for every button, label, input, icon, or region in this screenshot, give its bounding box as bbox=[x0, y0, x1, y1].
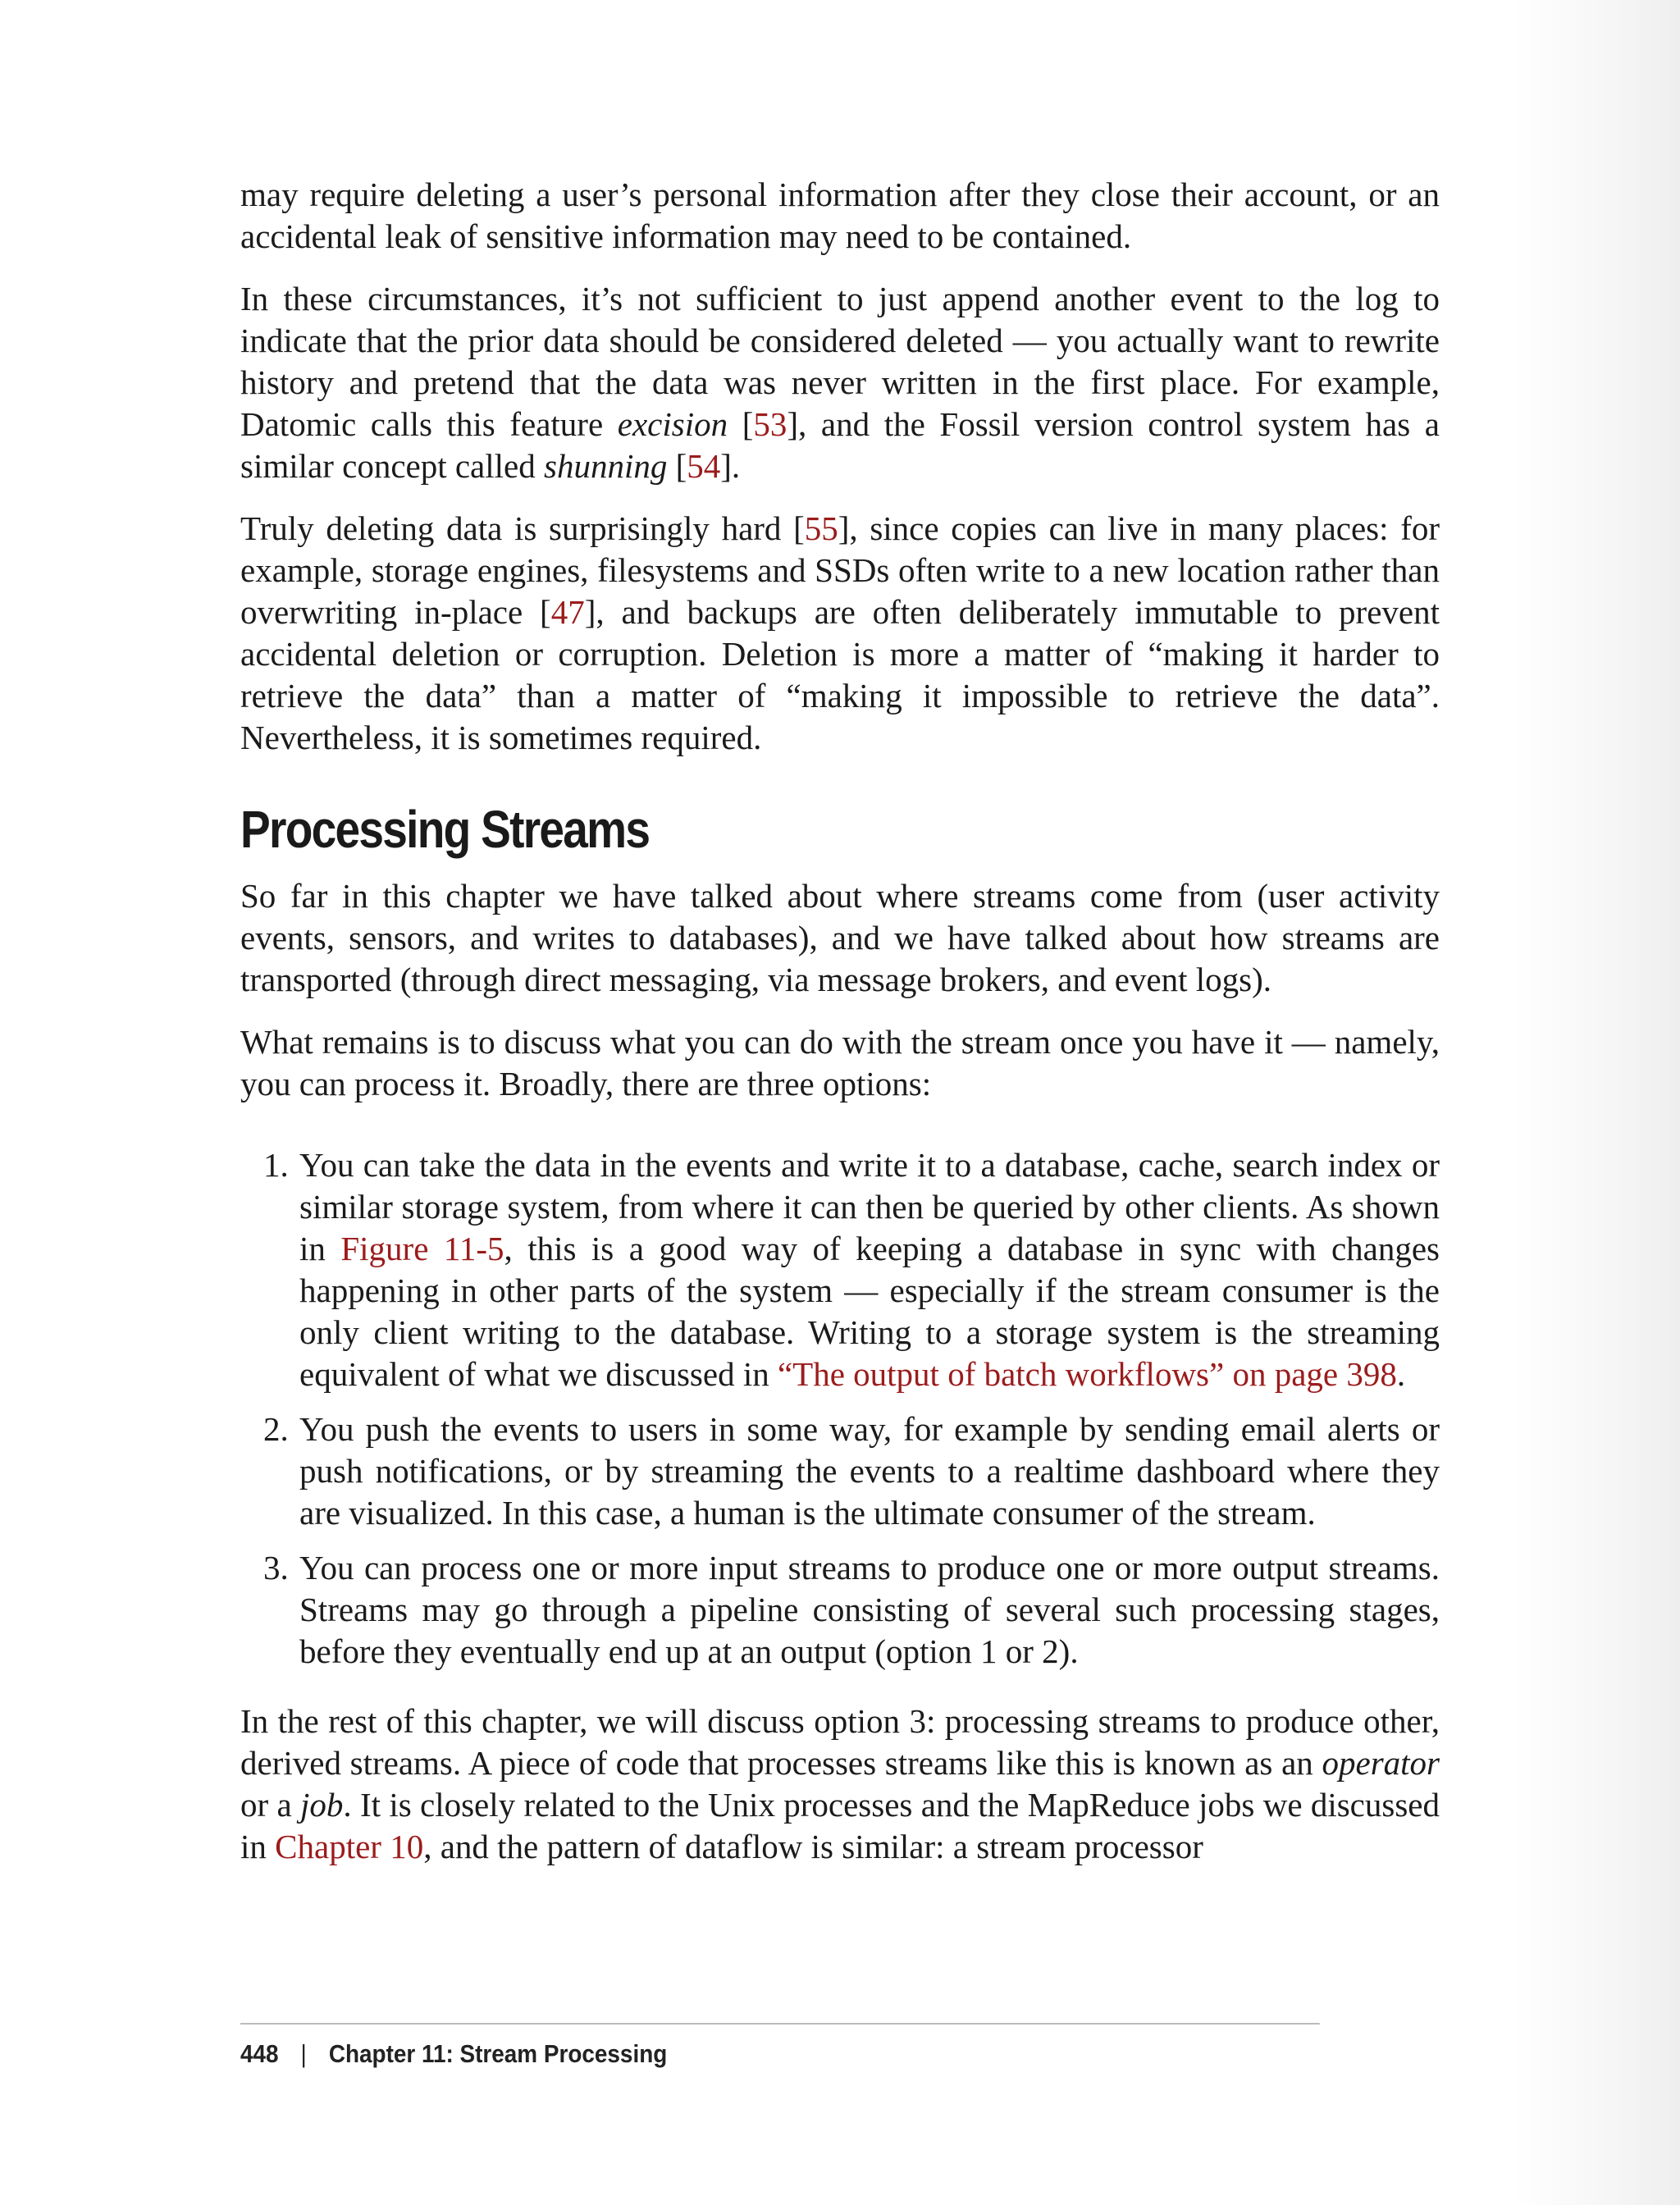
text: In the rest of this chapter, we will discuss option 3: processing streams to produce other, derived streams. A piece of code that processes streams like this is known as an bbox=[240, 1702, 1440, 1782]
list-item bbox=[240, 1408, 1440, 1534]
text: or a bbox=[240, 1786, 300, 1824]
term-excision: excision bbox=[617, 405, 728, 443]
figure-link[interactable]: Figure 11-5 bbox=[340, 1230, 504, 1267]
reference-link-47[interactable]: 47 bbox=[550, 593, 585, 631]
list-number: 3. bbox=[263, 1549, 289, 1586]
text: ], and backups are often deliberately immutable to prevent accidental deletion or corruption. Deletion is more a matter of “making it harder to retrieve the data” than a matter of “making it impossible to retrieve the data”. Nevertheless, it is sometimes required. bbox=[240, 593, 1440, 756]
text: You push the events to users in some way, for example by sending email alerts or push notifications, or by streaming the events to a realtime dashboard where they are visualized. In this case, a human is the ultimate consumer of the stream. bbox=[299, 1410, 1440, 1532]
reference-link-55[interactable]: 55 bbox=[804, 509, 838, 547]
term-job: job bbox=[300, 1786, 344, 1824]
text: , and the pattern of dataflow is similar: a stream processor bbox=[423, 1828, 1203, 1865]
paragraph-4: So far in this chapter we have talked about where streams come from (user activity events, sensors, and writes to databases), and we have talked about how streams are transported (through direct messaging, via message brokers, and event logs). bbox=[240, 877, 1440, 998]
section-crossref-link[interactable]: “The output of batch workflows” on page 398 bbox=[777, 1355, 1397, 1393]
paragraph-1: may require deleting a user’s personal information after they close their account, or an accidental leak of sensitive information may need to be contained. bbox=[240, 176, 1440, 255]
text: You can take the data in the events and write it to a database, cache, search index or similar storage system, from where it can then be queried by other clients. As shown in bbox=[299, 1146, 1440, 1267]
paragraph-6 bbox=[240, 1701, 1440, 1868]
text: Truly deleting data is surprisingly hard [ bbox=[240, 509, 805, 547]
text: [ bbox=[728, 405, 754, 443]
paragraph-3 bbox=[240, 508, 1440, 759]
chapter-link[interactable]: Chapter 10 bbox=[275, 1828, 424, 1865]
list-number: 2. bbox=[263, 1410, 289, 1448]
paragraph-5: What remains is to discuss what you can do with the stream once you have it — namely, you can process it. Broadly, there are three options: bbox=[240, 1023, 1440, 1102]
list-item bbox=[240, 1144, 1440, 1395]
chapter-title: Chapter 11: Stream Processing bbox=[328, 2039, 668, 2068]
reference-link-54[interactable]: 54 bbox=[687, 447, 721, 485]
term-operator: operator bbox=[1322, 1744, 1440, 1782]
text: , this is a good way of keeping a database in sync with changes happening in other parts of the system — especially if the stream consumer is the only client writing to the database. Writing to a storage system is the streaming equivalent of what we discussed in bbox=[299, 1230, 1440, 1393]
text: . bbox=[1396, 1355, 1406, 1393]
text: In these circumstances, it’s not sufficient to just append another event to the log to indicate that the prior data should be considered deleted — you actually want to rewrite history and pretend that the data was never written in the first place. For example, Datomic calls this feature bbox=[240, 280, 1440, 443]
reference-link-53[interactable]: 53 bbox=[753, 405, 788, 443]
paragraph-2 bbox=[240, 278, 1440, 487]
list-number: 1. bbox=[263, 1146, 289, 1184]
text: ], since copies can live in many places: for example, storage engines, filesystems and SSDs often write to a new location rather than overwriting in-place [ bbox=[240, 509, 1440, 631]
text: [ bbox=[667, 447, 687, 485]
text: ], and the Fossil version control system has a similar concept called bbox=[240, 405, 1440, 485]
page-body bbox=[240, 174, 1440, 1888]
list-item bbox=[240, 1547, 1440, 1673]
page-number: 448 bbox=[240, 2039, 279, 2068]
page-footer bbox=[240, 2023, 1320, 2069]
text: ]. bbox=[720, 447, 741, 485]
text: You can process one or more input streams to produce one or more output streams. Streams may go through a pipeline consisting of several such processing stages, before they eventually end up at an output (option 1 or 2). bbox=[299, 1549, 1440, 1670]
footer-separator: | bbox=[300, 2039, 307, 2068]
term-shunning: shunning bbox=[543, 447, 668, 485]
options-list bbox=[240, 1144, 1440, 1673]
section-heading: Processing Streams bbox=[240, 800, 650, 859]
text: . It is closely related to the Unix processes and the MapReduce jobs we discussed in bbox=[240, 1786, 1440, 1865]
